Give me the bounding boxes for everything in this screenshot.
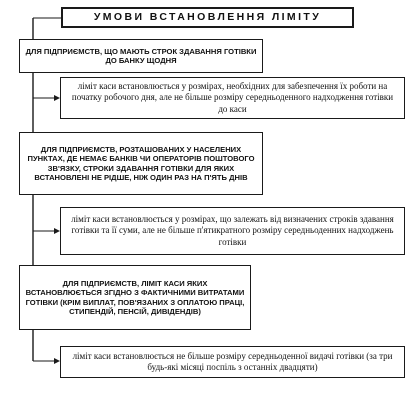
result-actual-expenses: ліміт каси встановлюється не більше розміру середньоденної видачі готівки (за три будь-які місяці поспіль з останніх двадцяти) xyxy=(60,346,405,378)
condition-actual-expenses: ДЛЯ ПІДПРИЄМСТВ, ЛІМІТ КАСИ ЯКИХ ВСТАНОВЛЮЄТЬСЯ ЗГІДНО З ФАКТИЧНИМИ ВИТРАТАМИ ГОТІВКИ (КРІМ ВИПЛАТ, ПОВ'ЯЗАНИХ З ОПЛАТОЮ ПРАЦІ, СТИПЕНДІЙ, ПЕНСІЙ, ДИВІДЕНДІВ) xyxy=(19,265,251,330)
result-no-banks-settlements: ліміт каси встановлюється у розмірах, що залежать від визначених строків здавання готівки та її суми, але не більше п'ятикратного розміру середньоденних надходжень готівки xyxy=(60,207,405,255)
condition-daily-deposit: ДЛЯ ПІДПРИЄМСТВ, ЩО МАЮТЬ СТРОК ЗДАВАННЯ ГОТІВКИ ДО БАНКУ ЩОДНЯ xyxy=(19,39,263,73)
diagram-title: УМОВИ ВСТАНОВЛЕННЯ ЛІМІТУ xyxy=(61,7,354,28)
condition-no-banks-settlements: ДЛЯ ПІДПРИЄМСТВ, РОЗТАШОВАНИХ У НАСЕЛЕНИХ ПУНКТАХ, ДЕ НЕМАЄ БАНКІВ ЧИ ОПЕРАТОРІВ ПОШТОВОГО ЗВ'ЯЗКУ, СТРОКИ ЗДАВАННЯ ГОТІВКИ ДЛЯ ЯКИХ ВСТАНОВЛЕНІ НЕ РІДШЕ, НІЖ ОДИН РАЗ НА П'ЯТЬ ДНІВ xyxy=(19,132,263,195)
result-daily-deposit: ліміт каси встановлюється у розмірах, необхідних для забезпечення їх роботи на початку робочого дня, але не більше розміру середньоденного надходження готівки до каси xyxy=(60,77,405,119)
